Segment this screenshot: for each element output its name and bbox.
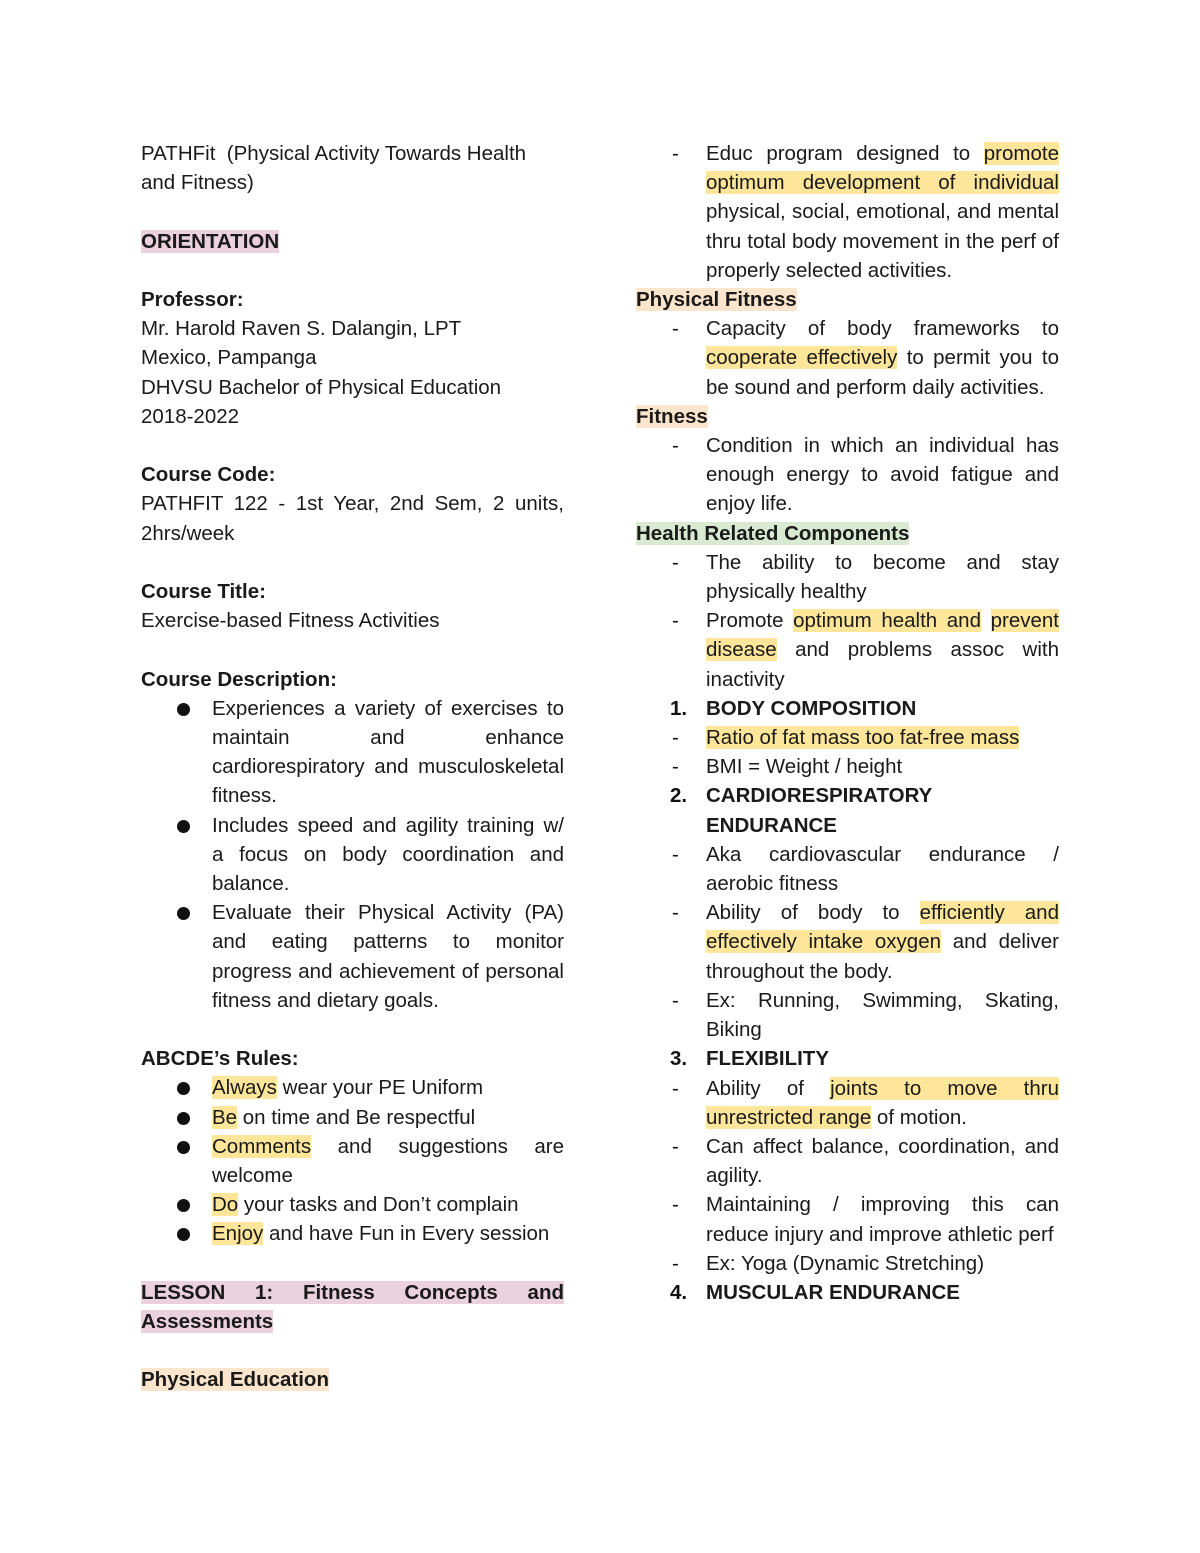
rule-item: Enjoy and have Fun in Every session [141, 1219, 564, 1248]
rule-item: Always wear your PE Uniform [141, 1073, 564, 1102]
list-item: - Ratio of fat mass too fat-free mass [636, 723, 1059, 752]
dash-marker: - [672, 550, 679, 574]
dash-marker: - [672, 842, 679, 866]
numbered-heading: 4. MUSCULAR ENDURANCE [670, 1280, 960, 1304]
list-item: - Can affect balance, coordination, and agility. [636, 1132, 1059, 1190]
dash-marker: - [672, 1251, 679, 1275]
list-item: - Maintaining / improving this can reduce injury and improve athletic perf [636, 1190, 1059, 1248]
orientation-heading: ORIENTATION [141, 229, 280, 253]
numbered-heading: 2. CARDIORESPIRATORY ENDURANCE [670, 784, 932, 837]
health-components-heading: Health Related Components [636, 521, 910, 545]
numbered-heading: 1. BODY COMPOSITION [670, 696, 917, 720]
professor-years: 2018-2022 [141, 404, 240, 428]
doc-title [141, 139, 564, 197]
professor-name: Mr. Harold Raven S. Dalangin, LPT [141, 317, 462, 341]
dash-marker: - [672, 142, 679, 165]
dash-marker: - [672, 726, 679, 750]
list-item: - Ability of body to efficiently and effectively intake oxygen and deliver throughout the body. [636, 898, 1059, 986]
list-item: - Condition in which an individual has enough energy to avoid fatigue and enjoy life. [636, 431, 1059, 519]
course-code-value: PATHFIT 122 - 1st Year, 2nd Sem, 2 units, 2hrs/week [141, 492, 564, 545]
pe-heading: Physical Education [141, 1368, 329, 1392]
professor-label: Professor: [141, 287, 244, 311]
list-item: Experiences a variety of exercises to maintain and enhance cardiorespiratory and musculoskeletal fitness. [141, 694, 564, 811]
list-item: - Capacity of body frameworks to cooperate effectively to permit you to be sound and perform daily activities. [636, 314, 1059, 402]
muscular-endurance-heading: MUSCULAR ENDURANCE [706, 1280, 960, 1304]
rule-item: Be on time and Be respectful [141, 1103, 564, 1132]
flexibility-heading: FLEXIBILITY [706, 1047, 829, 1071]
list-item: - Promote optimum health and prevent disease and problems assoc with inactivity [636, 606, 1059, 694]
lesson-heading: LESSON 1: Fitness Concepts and Assessments [141, 1280, 564, 1334]
list-item: - Educ program designed to promote optimum development of individual physical, social, emotional, and mental thru total body movement in the perf of properly selected activities. [636, 139, 1059, 285]
right-column [636, 139, 1065, 1307]
body-composition-heading: BODY COMPOSITION [706, 696, 917, 720]
professor-location: Mexico, Pampanga [141, 346, 317, 370]
bullet-icon [177, 1141, 190, 1154]
list-item: - The ability to become and stay physically healthy [636, 548, 1059, 606]
course-code-label: Course Code: [141, 463, 276, 487]
course-description-label: Course Description: [141, 667, 337, 691]
fitness-heading: Fitness [636, 404, 708, 428]
doc-title-line1: PATHFit (Physical Activity Towards Health [141, 142, 527, 165]
list-item: Includes speed and agility training w/ a focus on body coordination and balance. [141, 811, 564, 899]
bullet-icon [177, 1082, 190, 1095]
rules-label: ABCDE’s Rules: [141, 1047, 299, 1071]
bullet-icon [177, 1112, 190, 1125]
doc-title-line2: and Fitness) [141, 171, 254, 195]
physical-fitness-heading: Physical Fitness [636, 288, 797, 312]
dash-marker: - [672, 755, 679, 779]
dash-marker: - [672, 901, 679, 925]
left-column [141, 139, 564, 1395]
bullet-icon [177, 703, 190, 716]
list-item: - Ex: Running, Swimming, Skating, Biking [636, 986, 1059, 1044]
professor-degree: DHVSU Bachelor of Physical Education [141, 375, 502, 399]
dash-marker: - [672, 1134, 679, 1158]
numbered-heading: 3. FLEXIBILITY [670, 1047, 829, 1071]
cardio-endurance-heading: CARDIORESPIRATORY ENDURANCE [706, 784, 932, 837]
list-item: - BMI = Weight / height [636, 752, 1059, 781]
bullet-icon [177, 820, 190, 833]
dash-marker: - [672, 1193, 679, 1217]
dash-marker: - [672, 434, 679, 458]
list-item: - Ability of joints to move thru unrestricted range of motion. [636, 1074, 1059, 1132]
dash-marker: - [672, 1076, 679, 1100]
list-item: - Aka cardiovascular endurance / aerobic fitness [636, 840, 1059, 898]
list-item: - Ex: Yoga (Dynamic Stretching) [636, 1249, 1059, 1278]
dash-marker: - [672, 609, 679, 633]
bullet-icon [177, 1228, 190, 1241]
bullet-icon [177, 1199, 190, 1212]
rule-item: Comments and suggestions are welcome [141, 1132, 564, 1190]
rule-item: Do your tasks and Don’t complain [141, 1190, 564, 1219]
dash-marker: - [672, 317, 679, 341]
list-item: Evaluate their Physical Activity (PA) and eating patterns to monitor progress and achievement of personal fitness and dietary goals. [141, 898, 564, 1015]
dash-marker: - [672, 988, 679, 1012]
course-title-label: Course Title: [141, 579, 266, 603]
bullet-icon [177, 907, 190, 920]
course-title-value: Exercise-based Fitness Activities [141, 609, 440, 633]
